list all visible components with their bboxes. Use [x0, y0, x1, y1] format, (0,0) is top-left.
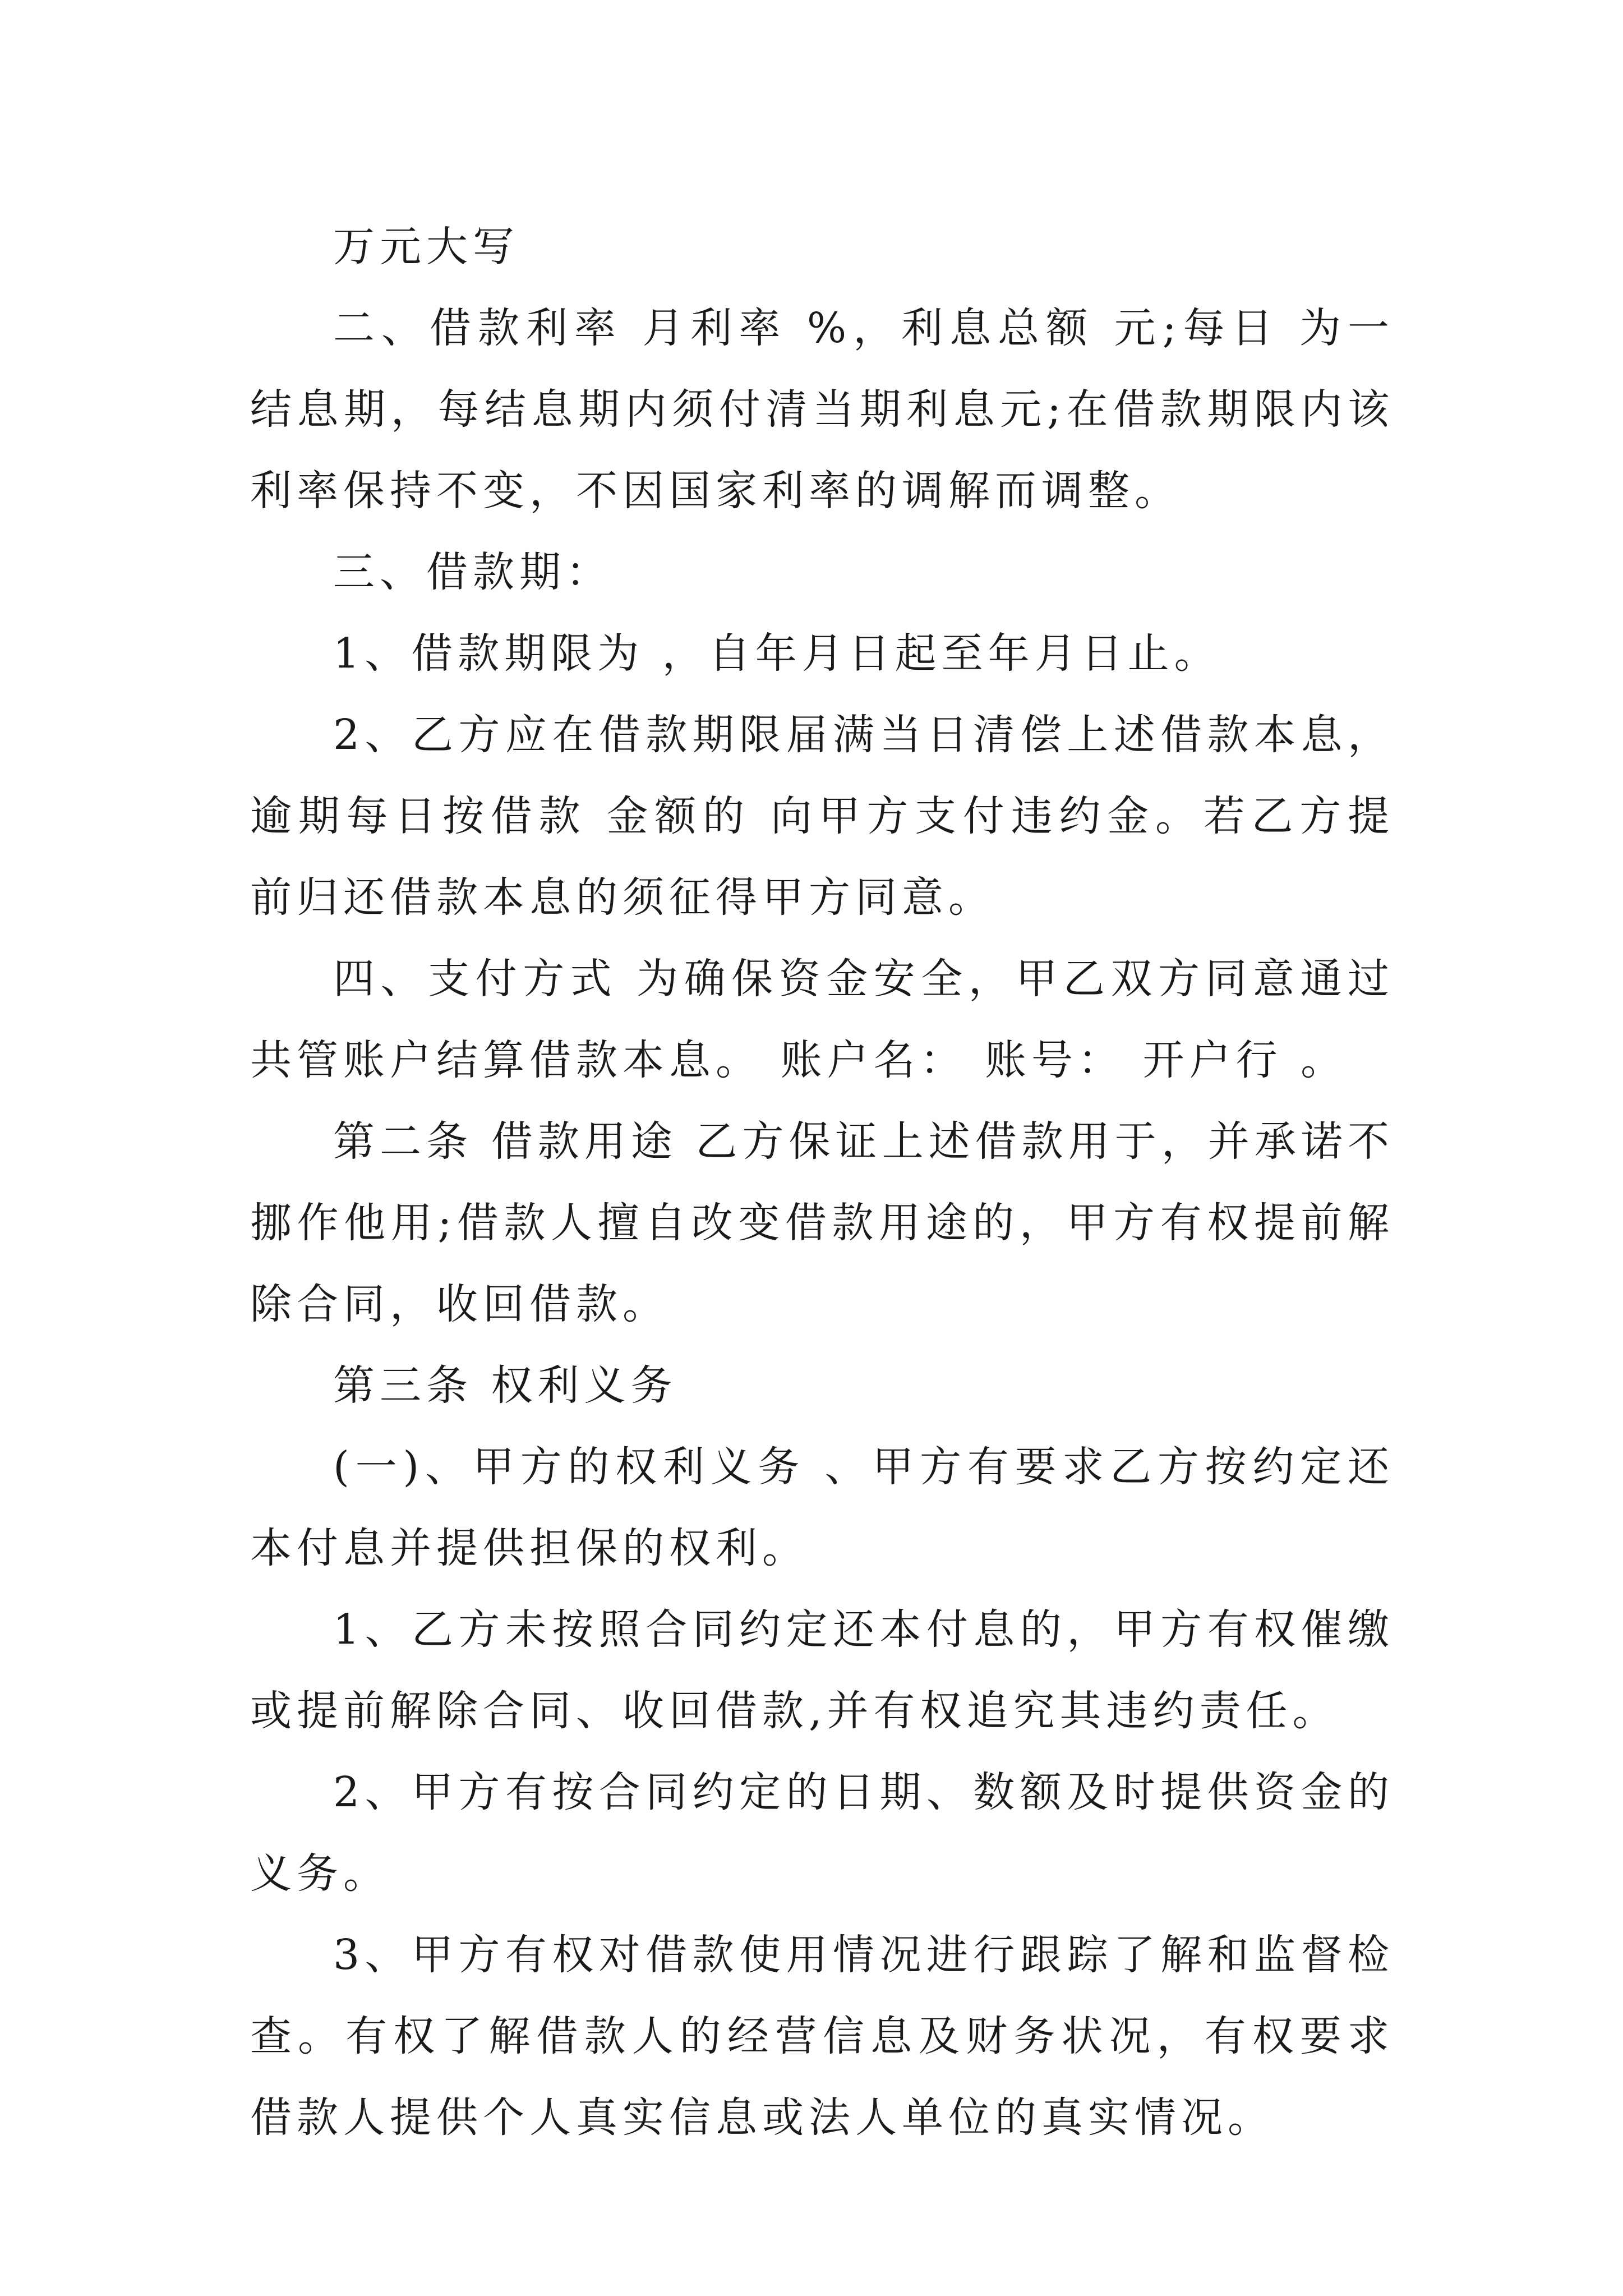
paragraph-repayment-penalty: 2、乙方应在借款期限届满当日清偿上述借款本息，逾期每日按借款 金额的 向甲方支付违约金。若乙方提前归还借款本息的须征得甲方同意。	[250, 711, 1394, 922]
paragraph-payment-method: 四、支付方式 为确保资金安全，甲乙双方同意通过共管账户结算借款本息。 账户名： 账号： 开户行 。	[250, 955, 1394, 1084]
paragraph-article-2-loan-purpose: 第二条 借款用途 乙方保证上述借款用于，并承诺不挪作他用;借款人擅自改变借款用途的，甲方有权提前解除合同，收回借款。	[250, 1117, 1394, 1328]
paragraph-amount-in-words: 万元大写	[333, 223, 519, 271]
paragraph-obligation-2: 2、甲方有按合同约定的日期、数额及时提供资金的义务。	[250, 1768, 1394, 1898]
paragraph-article-3-heading: 第三条 权利义务	[333, 1361, 677, 1410]
paragraph-loan-term-period: 1、借款期限为 ，自年月日起至年月日止。	[333, 629, 1221, 678]
paragraph-right-1: 1、乙方未按照合同约定还本付息的，甲方有权催缴或提前解除合同、收回借款,并有权追究其违约责任。	[250, 1605, 1394, 1735]
document-body	[250, 206, 1394, 2159]
paragraph-right-3: 3、甲方有权对借款使用情况进行跟踪了解和监督检查。有权了解借款人的经营信息及财务状况，有权要求借款人提供个人真实信息或法人单位的真实情况。	[250, 1931, 1394, 2142]
paragraph-loan-term-heading: 三、借款期：	[333, 548, 612, 596]
paragraph-party-a-rights: (一)、甲方的权利义务 、甲方有要求乙方按约定还本付息并提供担保的权利。	[250, 1443, 1394, 1572]
paragraph-interest-rate: 二、借款利率 月利率 %，利息总额 元;每日 为一结息期，每结息期内须付清当期利息元;在借款期限内该利率保持不变，不因国家利率的调解而调整。	[250, 304, 1394, 515]
